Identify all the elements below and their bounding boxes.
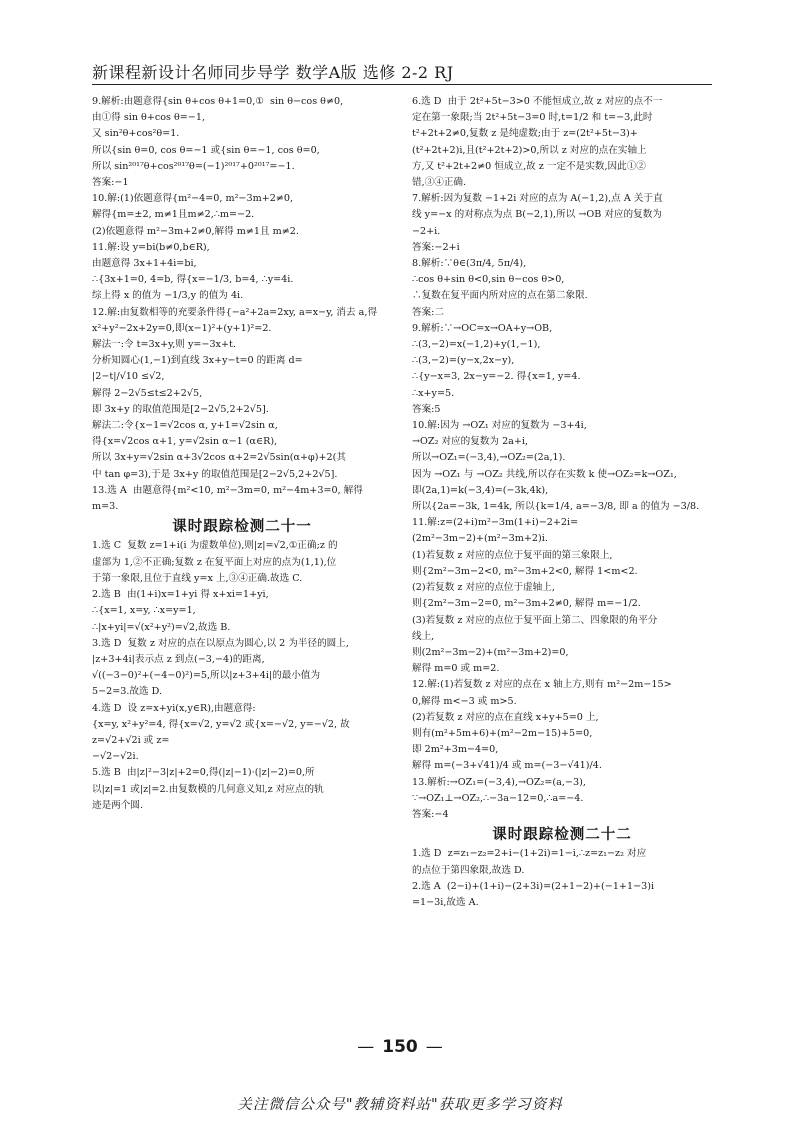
text-line: 分析知圆心(1,−1)到直线 3x+y−t=0 的距离 d= [92,355,303,367]
text-line: 9.解析:∵→OC=x→OA+y→OB, [412,322,553,334]
text-line: 1.选 C 复数 z=1+i(i 为虚数单位),则|z|=√2,①正确;z 的 [92,540,338,552]
page-number [340,1037,460,1057]
footer-note: 关注微信公众号"教辅资料站"获取更多学习资料 [237,1097,563,1113]
text-line: ∴(3,−2)=x(−1,2)+y(1,−1), [412,339,541,351]
text-line: 则(2m²−3m−2)+(m²−3m+2)=0, [412,646,569,658]
text-line: 11.解:z=(2+i)m²−3m(1+i)−2+2i= [412,517,579,529]
text-line: ∴(3,−2)=(y−x,2x−y), [412,355,515,367]
text-line: ∵→OZ₁⊥→OZ₂,∴−3a−12=0,∴a=−4. [412,792,584,804]
text-line: 4.选 D 设 z=x+yi(x,y∈R),由题意得: [92,702,256,714]
text-line: (1)若复数 z 对应的点位于复平面的第三象限上, [412,549,613,561]
text-line: 答案:5 [412,403,441,415]
text-line: 解得{m=±2, m≠1且m≠2,∴m=−2. [92,209,255,221]
text-line: 12.解:(1)若复数 z 对应的点在 x 轴上方,则有 m²−2m−15> [412,679,672,691]
text-line: 12.解:由复数相等的充要条件得{−a²+2a=2xy, a=x−y, 消去 a,得 [92,306,378,318]
text-line: 解法一:令 t=3x+y,则 y=−3x+t. [92,339,236,351]
text-line: →OZ₂ 对应的复数为 2a+i, [412,436,529,448]
text-line: |z+3+4i|表示点 z 到点(−3,−4)的距离, [92,653,265,665]
text-line: 答案:−2+i [412,241,460,253]
text-line: 虚部为 1,②不正确;复数 z 在复平面上对应的点为(1,1),位 [92,556,337,568]
header-rule [92,84,712,85]
text-line: 方,又 t²+2t+2≠0 恒成立,故 z 一定不是实数,因此①② [412,160,646,172]
text-line: 5.选 B 由|z|²−3|z|+2=0,得(|z|−1)·(|z|−2)=0,所 [92,767,315,779]
text-line: 答案:−4 [412,808,449,820]
section-heading: 课时跟踪检测二十一 [172,519,312,536]
text-line: (2)若复数 z 对应的点在直线 x+y+5=0 上, [412,711,599,723]
page-number-value: 150 [382,1037,418,1057]
text-line: 所以 3x+y=√2sin α+3√2cos α+2=2√5sin(α+φ)+2(其 [92,452,346,464]
text-line: (2m²−3m−2)+(m²−3m+2)i. [412,533,548,545]
text-line: {x=y, x²+y²=4, 得{x=√2, y=√2 或{x=−√2, y=−√2, 故 z=√2+√2i 或 z= [92,718,353,746]
text-line: ∴{3x+1=0, 4=b, 得{x=−1/3, b=4, ∴y=4i. [92,274,294,286]
text-line: 解法二:令{x−1=√2cos α, y+1=√2sin α, [92,420,278,432]
text-line: 又 sin²θ+cos²θ=1. [92,128,180,140]
text-line: 以|z|=1 或|z|=2.由复数模的几何意义知,z 对应点的轨 [92,783,324,795]
text-line: 解得 m=0 或 m=2. [412,663,500,675]
text-line: x²+y²−2x+2y=0,即(x−1)²+(y+1)²=2. [92,322,272,334]
text-line: 中 tan φ=3),于是 3x+y 的取值范围是[2−2√5,2+2√5]. [92,468,338,480]
page-number-dash-right: — [425,1037,443,1057]
text-line: 所以{sin θ=0, cos θ=−1 或{sin θ=−1, cos θ=0, [92,144,320,156]
text-line: 答案:−1 [92,177,129,189]
text-line: 9.解析:由题意得{sin θ+cos θ+1=0,① sin θ−cos θ≠0, [92,96,344,107]
page-number-dash-left: — [357,1037,375,1057]
text-line: 即(2a,1)=k(−3,4)=(−3k,4k), [412,484,549,496]
text-line: 得{x=√2cos α+1, y=√2sin α−1 (α∈R), [92,436,278,448]
text-line: √((−3−0)²+(−4−0)²)=5,所以|z+3+4i|的最小值为 [92,670,321,682]
section-heading: 课时跟踪检测二十二 [492,827,632,844]
text-line: 所以{2a=−3k, 1=4k, 所以{k=1/4, a=−3/8, 即 a 的值为 −3/8. [412,501,700,513]
text-line: 即 2m²+3m−4=0, [412,744,499,756]
text-line: 3.选 D 复数 z 对应的点在以原点为圆心,以 2 为半径的圆上, [92,637,349,649]
text-line: 的点位于第四象限,故选 D. [412,864,525,876]
text-line: (3)若复数 z 对应的点位于复平面上第二、四象限的角平分 [412,614,658,626]
text-line: 2.选 B 由(1+i)x=1+yi 得 x+xi=1+yi, [92,589,269,601]
text-line: 错,③④正确. [412,177,467,189]
text-line: 线上, [412,630,435,642]
text-line: 所以 sin²⁰¹⁷θ+cos²⁰¹⁷θ=(−1)²⁰¹⁷+0²⁰¹⁷=−1. [92,160,295,172]
text-line: ∴{y−x=3, 2x−y=−2. 得{x=1, y=4. [412,371,581,383]
text-line: 13.选 A 由题意得{m²<10, m²−3m=0, m²−4m+3=0, 解得 m=3. [92,484,366,513]
text-line: 定在第一象限;当 2t²+5t−3=0 时,t=1/2 和 t=−3,此时 [412,112,653,124]
text-line: −√2−√2i. [92,751,139,763]
text-line: |2−t|/√10 ≤√2, [92,371,165,383]
text-line: =1−3i,故选 A. [412,896,479,908]
text-line: ∴|x+yi|=√(x²+y²)=√2,故选 B. [92,621,231,633]
text-line: ∴{x=1, x=y, ∴x=y=1, [92,605,196,617]
text-line: ∴x+y=5. [412,387,455,399]
text-line: 10.解:因为 →OZ₁ 对应的复数为 −3+4i, [412,420,587,432]
text-line: 线 y=−x 的对称点为点 B(−2,1),所以 →OB 对应的复数为 [412,209,662,221]
text-line: 2.选 A (2−i)+(1+i)−(2+3i)=(2+1−2)+(−1+1−3)i [412,880,655,892]
text-line: 因为 →OZ₁ 与 →OZ₂ 共线,所以存在实数 k 使→OZ₂=k→OZ₁, [412,468,677,480]
text-line: (2)若复数 z 对应的点位于虚轴上, [412,582,555,594]
text-line: 即 3x+y 的取值范围是[2−2√5,2+2√5]. [92,403,269,415]
page-header: 新课程新设计名师同步导学 数学A版 选修 2-2 RJ [92,63,454,82]
text-line: (2)依题意得 m²−3m+2≠0,解得 m≠1且 m≠2. [92,225,299,237]
text-line: ∴cos θ+sin θ<0,sin θ−cos θ>0, [412,274,565,286]
text-line: 8.解析:∵θ∈(3π/4, 5π/4), [412,258,527,270]
text-line: 解得 2−2√5≤t≤2+2√5, [92,387,203,399]
text-line: 迹是两个圆. [92,799,144,811]
text-line: 答案:二 [412,306,445,318]
text-line: 于第一象限,且位于直线 y=x 上,③④正确.故选 C. [92,572,303,584]
text-line: (t²+2t+2)i,且(t²+2t+2)>0,所以 z 对应的点在实轴上 [412,144,647,156]
text-line: 1.选 D z=z₁−z₂=2+i−(1+2i)=1−i,∴z=z₁−z₂ 对应 [412,848,647,860]
text-line: 6.选 D 由于 2t²+5t−3>0 不能恒成立,故 z 对应的点不一 [412,96,663,107]
text-line: 所以→OZ₁=(−3,4),→OZ₂=(2a,1). [412,452,566,464]
text-line: 则{2m²−3m−2<0, m²−3m+2<0, 解得 1<m<2. [412,565,638,577]
text-line: 综上得 x 的值为 −1/3,y 的值为 4i. [92,290,244,302]
left-column [92,94,392,814]
text-line: 解得 m=(−3+√41)/4 或 m=(−3−√41)/4. [412,760,602,772]
right-column [412,94,712,911]
text-line: 13.解析:→OZ₁=(−3,4),→OZ₂=(a,−3), [412,776,586,788]
text-line: 则{2m²−3m−2=0, m²−3m+2≠0, 解得 m=−1/2. [412,598,641,610]
text-line: ∴复数在复平面内所对应的点在第二象限. [412,290,588,302]
text-line: 由①得 sin θ+cos θ=−1, [92,112,205,124]
text-line: 0,解得 m<−3 或 m>5. [412,695,517,707]
text-line: −2+i. [412,225,441,237]
text-line: 7.解析:因为复数 −1+2i 对应的点为 A(−1,2),点 A 关于直 [412,193,663,205]
text-line: 11.解:设 y=bi(b≠0,b∈R), [92,241,210,253]
text-line: t²+2t+2≠0,复数 z 是纯虚数;由于 z=(2t²+5t−3)+ [412,128,638,140]
text-line: 由题意得 3x+1+4i=bi, [92,258,197,270]
text-line: 5−2=3.故选 D. [92,686,163,698]
text-line: 10.解:(1)依题意得{m²−4=0, m²−3m+2≠0, [92,193,293,205]
text-line: 则有(m²+5m+6)+(m²−2m−15)+5=0, [412,727,593,739]
